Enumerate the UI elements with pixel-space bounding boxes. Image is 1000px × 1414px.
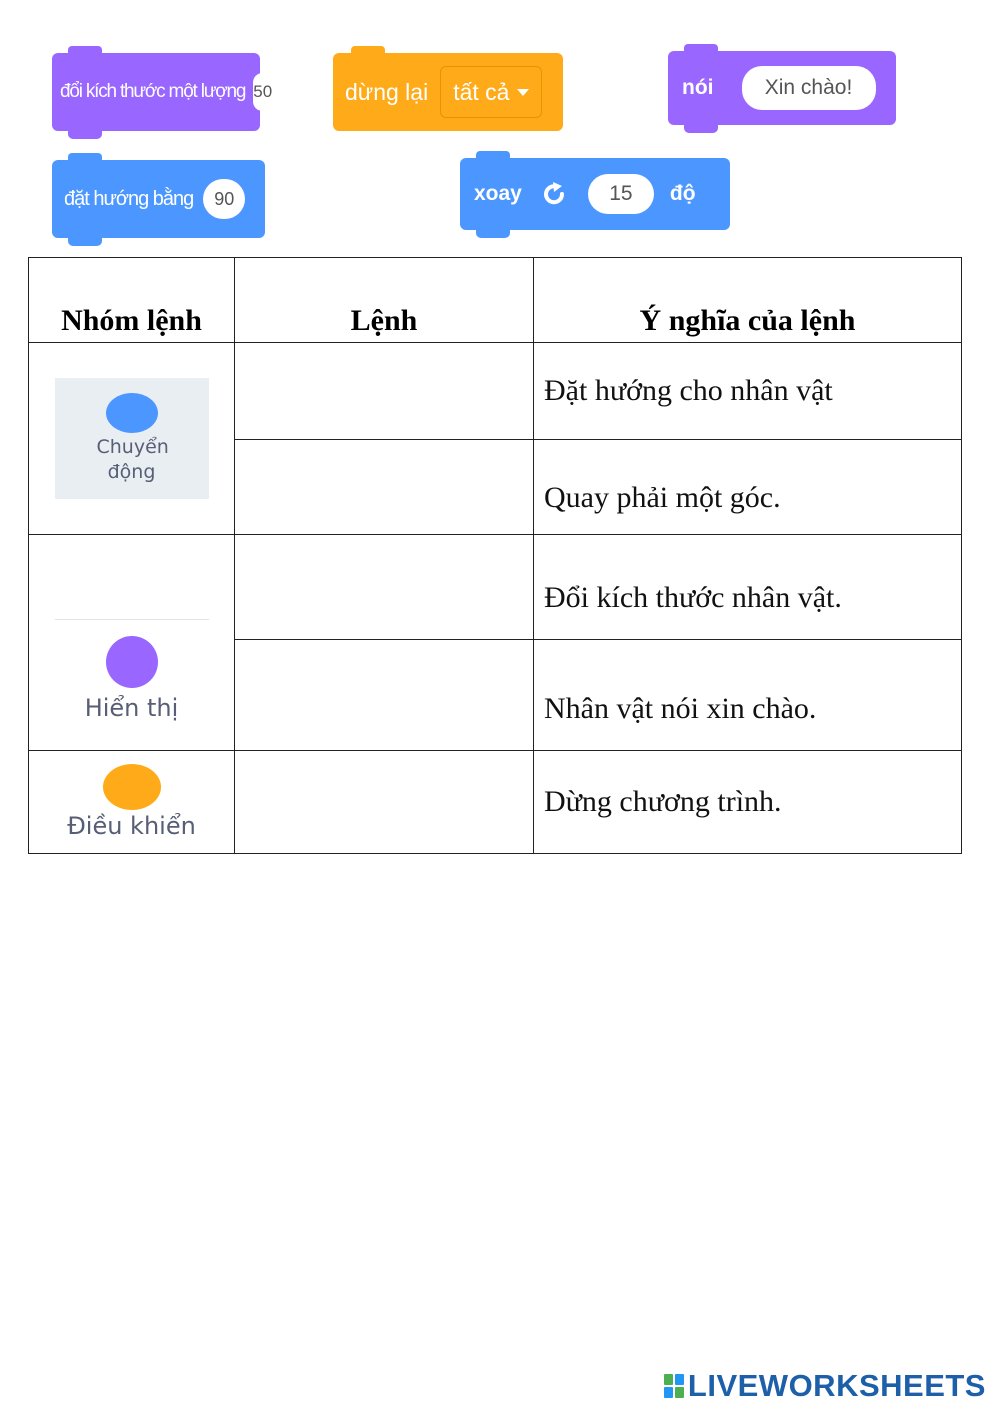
control-dot-icon bbox=[103, 764, 161, 810]
category-looks-label: Hiển thị bbox=[84, 694, 179, 722]
category-motion bbox=[55, 378, 209, 499]
dropdown-arrow-icon bbox=[517, 89, 529, 96]
command-answer-cell[interactable] bbox=[235, 440, 534, 535]
category-motion-cell bbox=[29, 343, 235, 535]
meaning-cell: Nhân vật nói xin chào. bbox=[534, 640, 962, 751]
meaning-cell: Quay phải một góc. bbox=[534, 440, 962, 535]
command-table bbox=[28, 257, 962, 854]
header-group: Nhóm lệnh bbox=[29, 258, 235, 343]
rotate-right-icon bbox=[540, 180, 568, 208]
turn-unit: độ bbox=[669, 182, 696, 205]
meaning-cell: Đặt hướng cho nhân vật bbox=[534, 343, 962, 440]
stop-block[interactable] bbox=[333, 53, 563, 131]
stop-option-dropdown[interactable] bbox=[440, 66, 542, 118]
say-value[interactable]: Xin chào! bbox=[742, 66, 876, 110]
say-block[interactable] bbox=[668, 51, 896, 125]
size-change-block[interactable] bbox=[52, 53, 273, 131]
category-control-label: Điều khiển bbox=[67, 812, 196, 840]
motion-dot-icon bbox=[106, 393, 158, 433]
say-label: nói bbox=[682, 76, 714, 99]
turn-block[interactable] bbox=[460, 158, 730, 230]
turn-value[interactable]: 15 bbox=[588, 174, 654, 214]
command-answer-cell[interactable] bbox=[235, 640, 534, 751]
point-direction-block[interactable] bbox=[52, 160, 265, 238]
liveworksheets-logo[interactable] bbox=[664, 1368, 986, 1404]
category-control-cell bbox=[29, 751, 235, 854]
table-row bbox=[29, 343, 962, 440]
header-command: Lệnh bbox=[235, 258, 534, 343]
table-header-row bbox=[29, 258, 962, 343]
liveworksheets-logo-icon bbox=[664, 1374, 684, 1398]
command-answer-cell[interactable] bbox=[235, 751, 534, 854]
size-change-value[interactable]: 50 bbox=[253, 73, 272, 111]
category-looks-cell bbox=[29, 535, 235, 751]
meaning-cell: Đổi kích thước nhân vật. bbox=[534, 535, 962, 640]
turn-label: xoay bbox=[474, 182, 522, 205]
point-direction-label: đặt hướng bằng bbox=[64, 187, 194, 210]
stop-option-value: tất cả bbox=[453, 78, 510, 105]
looks-dot-icon bbox=[106, 636, 158, 688]
category-looks bbox=[55, 619, 209, 722]
liveworksheets-logo-text: LIVEWORKSHEETS bbox=[687, 1368, 986, 1403]
table-row bbox=[29, 751, 962, 854]
command-answer-cell[interactable] bbox=[235, 535, 534, 640]
header-meaning: Ý nghĩa của lệnh bbox=[534, 258, 962, 343]
command-answer-cell[interactable] bbox=[235, 343, 534, 440]
category-control bbox=[29, 764, 234, 840]
stop-label: dừng lại bbox=[345, 78, 429, 105]
meaning-cell: Dừng chương trình. bbox=[534, 751, 962, 854]
point-direction-value[interactable]: 90 bbox=[203, 179, 245, 219]
category-motion-label: Chuyển động bbox=[96, 435, 169, 483]
table-row bbox=[29, 535, 962, 640]
size-change-label: đổi kích thước một lượng bbox=[60, 81, 246, 102]
